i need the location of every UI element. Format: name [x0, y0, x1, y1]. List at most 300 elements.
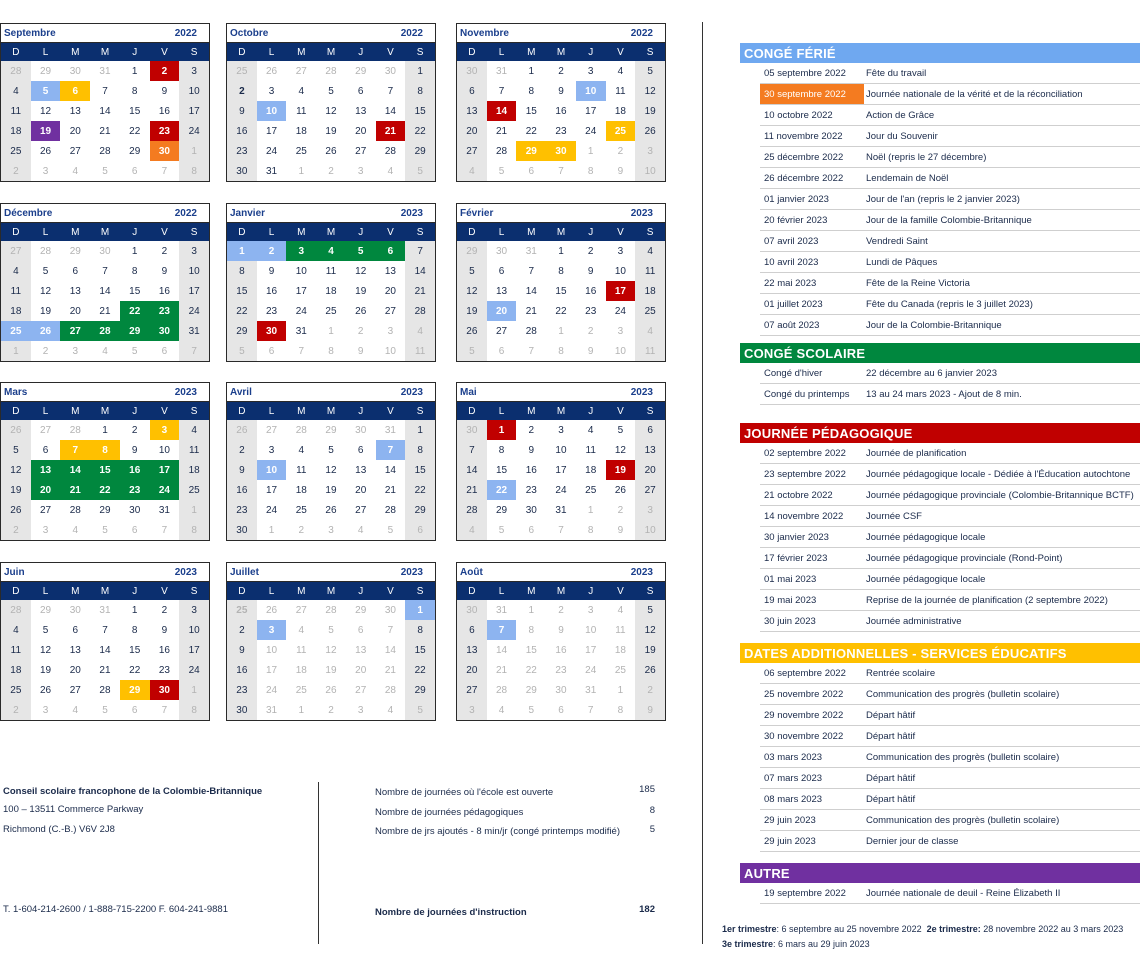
day-cell: 20 [487, 301, 517, 321]
day-cell: 29 [69, 245, 81, 257]
day-cell: 17 [585, 644, 597, 656]
weekday-label: J [588, 585, 594, 597]
month-calendar-juin [0, 562, 210, 721]
legend-date: 30 juin 2023 [764, 615, 816, 627]
day-cell: 24 [266, 684, 278, 696]
day-cell: 22 [405, 121, 435, 141]
weekday-label: L [498, 405, 505, 417]
legend-date: 22 mai 2023 [764, 277, 817, 289]
day-cell: 18 [585, 464, 597, 476]
day-cell: 8 [617, 704, 624, 716]
day-cell: 31 [99, 604, 111, 616]
day-cell: 25 [635, 301, 665, 321]
day-cell: 16 [158, 105, 170, 117]
legend-row [760, 705, 1140, 726]
org-phone: T. 1-604-214-2600 / 1-888-715-2200 F. 604-241-9881 [3, 904, 228, 915]
weekday-label: J [588, 46, 594, 58]
legend-row [760, 506, 1140, 527]
day-cell: 26 [325, 684, 337, 696]
weekday-header [227, 402, 435, 420]
weekday-label: M [556, 46, 566, 58]
day-cell: 26 [325, 145, 337, 157]
day-cell: 28 [295, 424, 307, 436]
day-cell: 2 [257, 241, 287, 261]
day-cell: 1 [179, 141, 209, 161]
day-cell: 4 [298, 624, 305, 636]
day-cell: 27 [355, 684, 367, 696]
day-cell: 4 [298, 85, 305, 97]
day-cell: 25 [614, 664, 626, 676]
day-cell: 7 [528, 345, 535, 357]
legend-date: 01 juillet 2023 [764, 298, 823, 310]
day-cell: 6 [498, 345, 505, 357]
weekday-label: D [468, 585, 476, 597]
legend-description: Journée pédagogique provinciale (Colombie-Britannique BCTF) [866, 489, 1134, 501]
day-cell: 4 [72, 704, 79, 716]
day-cell: 1 [587, 504, 594, 516]
day-cell: 11 [1, 101, 31, 121]
day-cell: 8 [90, 440, 120, 460]
day-cell: 19 [635, 640, 665, 660]
day-cell: 9 [161, 265, 168, 277]
day-cell: 26 [635, 660, 665, 680]
day-cell: 28 [384, 145, 396, 157]
day-cell: 6 [72, 265, 79, 277]
day-cell: 30 [384, 65, 396, 77]
day-cell: 16 [585, 285, 597, 297]
day-cell: 23 [227, 680, 257, 700]
day-cell: 7 [161, 524, 168, 536]
weekday-label: M [100, 405, 110, 417]
day-cell: 8 [528, 85, 535, 97]
day-cell: 8 [405, 81, 435, 101]
day-cell: 24 [179, 660, 209, 680]
day-cell: 4 [587, 424, 594, 436]
day-cell: 4 [316, 241, 346, 261]
day-cell: 12 [325, 105, 337, 117]
day-cell: 19 [40, 305, 52, 317]
day-cell: 25 [1, 680, 31, 700]
day-cell: 21 [99, 305, 111, 317]
legend-row [760, 126, 1140, 147]
day-cell: 28 [325, 604, 337, 616]
weekday-label: D [12, 226, 20, 238]
day-cell: 19 [325, 484, 337, 496]
weekday-label: J [358, 46, 364, 58]
day-cell: 16 [525, 464, 537, 476]
day-cell: 8 [498, 444, 505, 456]
day-cell: 13 [384, 265, 396, 277]
month-calendar-janvier [226, 203, 436, 362]
legend-row [760, 548, 1140, 569]
day-cell: 30 [227, 161, 257, 181]
day-cell: 11 [325, 265, 337, 277]
day-cell: 15 [405, 640, 435, 660]
day-cell: 9 [161, 85, 168, 97]
day-cell: 22 [555, 305, 567, 317]
day-cell: 2 [1, 520, 31, 540]
day-cell: 7 [405, 241, 435, 261]
month-year: 2023 [174, 386, 197, 398]
day-grid [457, 420, 665, 540]
weekday-label: S [416, 46, 424, 58]
day-cell: 24 [295, 305, 307, 317]
day-cell: 4 [1, 81, 31, 101]
weekday-header [227, 43, 435, 61]
legend-section [740, 43, 1140, 336]
legend-description: Vendredi Saint [866, 235, 928, 247]
day-cell: 15 [129, 105, 141, 117]
org-name: Conseil scolaire francophone de la Colombie-Britannique [3, 786, 263, 797]
day-cell: 8 [131, 624, 138, 636]
day-cell: 3 [150, 420, 180, 440]
day-cell: 30 [457, 600, 487, 620]
day-cell: 29 [516, 141, 546, 161]
day-cell: 7 [179, 341, 209, 361]
legend-date: 30 janvier 2023 [764, 531, 829, 543]
day-cell: 3 [387, 325, 394, 337]
day-cell: 4 [387, 165, 394, 177]
day-cell: 6 [457, 81, 487, 101]
day-cell: 4 [1, 620, 31, 640]
section-title: AUTRE [740, 863, 1140, 883]
day-grid [227, 600, 435, 720]
stat-open-label: Nombre de journées où l'école est ouverte [375, 787, 554, 798]
day-cell: 21 [384, 664, 396, 676]
day-cell: 21 [496, 664, 508, 676]
legend-date: 17 février 2023 [764, 552, 828, 564]
legend-row [760, 726, 1140, 747]
day-cell: 22 [525, 125, 537, 137]
day-cell: 30 [384, 604, 396, 616]
day-cell: 31 [266, 165, 278, 177]
day-cell: 27 [355, 504, 367, 516]
day-cell: 25 [295, 145, 307, 157]
legend-description: Rentrée scolaire [866, 667, 936, 679]
day-cell: 25 [227, 61, 257, 81]
day-cell: 19 [40, 664, 52, 676]
legend-description: Jour du Souvenir [866, 130, 938, 142]
day-cell: 4 [1, 261, 31, 281]
day-cell: 6 [357, 85, 364, 97]
term2-label: 2e trimestre: [926, 924, 981, 934]
legend-description: Fête de la Reine Victoria [866, 277, 970, 289]
day-cell: 1 [298, 165, 305, 177]
legend-date: 19 septembre 2022 [764, 887, 846, 899]
day-cell: 2 [298, 524, 305, 536]
day-cell: 17 [179, 281, 209, 301]
legend-date: 07 avril 2023 [764, 235, 819, 247]
day-cell: 31 [158, 504, 170, 516]
day-cell: 2 [328, 165, 334, 177]
day-cell: 2 [587, 245, 594, 257]
month-header [1, 383, 209, 402]
day-cell: 20 [69, 664, 81, 676]
stat-open-value: 185 [639, 784, 655, 795]
day-cell: 25 [606, 121, 636, 141]
day-cell: 12 [635, 81, 665, 101]
month-header [227, 24, 435, 43]
legend-row [760, 611, 1140, 632]
legend-row [760, 252, 1140, 273]
day-cell: 7 [387, 85, 394, 97]
day-cell: 8 [558, 265, 564, 277]
day-cell: 6 [528, 524, 535, 536]
legend-description: Lendemain de Noël [866, 172, 949, 184]
day-cell: 1 [528, 604, 535, 616]
day-cell: 6 [635, 420, 665, 440]
day-cell: 9 [617, 524, 624, 536]
month-year: 2022 [174, 27, 197, 39]
legend-row [760, 663, 1140, 684]
day-cell: 12 [457, 281, 487, 301]
day-cell: 1 [487, 420, 517, 440]
day-cell: 3 [617, 325, 624, 337]
day-cell: 17 [606, 281, 636, 301]
day-cell: 16 [266, 285, 278, 297]
legend-description: Journée CSF [866, 510, 922, 522]
day-cell: 5 [328, 444, 334, 456]
weekday-label: D [238, 46, 246, 58]
day-cell: 2 [328, 704, 334, 716]
day-cell: 29 [496, 504, 508, 516]
day-cell: 14 [496, 644, 508, 656]
stat-added-label: Nombre de jrs ajoutés - 8 min/jr (congé printemps modifié) [375, 826, 620, 837]
day-cell: 11 [635, 261, 665, 281]
day-cell: 5 [528, 704, 535, 716]
day-cell: 16 [227, 480, 257, 500]
day-cell: 21 [384, 484, 396, 496]
day-cell: 30 [99, 245, 111, 257]
day-cell: 3 [268, 85, 275, 97]
day-cell: 6 [357, 444, 364, 456]
day-cell: 17 [555, 464, 567, 476]
month-name: Août [460, 566, 483, 578]
legend-date: 25 décembre 2022 [764, 151, 844, 163]
term3-text: : 6 mars au 29 juin 2023 [773, 939, 870, 949]
day-cell: 5 [31, 81, 61, 101]
day-cell: 7 [102, 85, 108, 97]
weekday-label: L [498, 226, 505, 238]
day-cell: 18 [1, 660, 31, 680]
legend-row [760, 443, 1140, 464]
legend-description: Communication des progrès (bulletin scolaire) [866, 688, 1060, 700]
day-cell: 5 [102, 524, 108, 536]
day-grid [227, 61, 435, 181]
day-cell: 25 [1, 141, 31, 161]
day-cell: 19 [325, 125, 337, 137]
weekday-header [457, 223, 665, 241]
day-cell: 16 [555, 105, 567, 117]
weekday-label: M [326, 405, 336, 417]
day-cell: 3 [357, 704, 364, 716]
day-cell: 2 [635, 680, 665, 700]
legend-date: 10 octobre 2022 [764, 109, 833, 121]
weekday-label: L [498, 585, 505, 597]
day-cell: 26 [355, 305, 367, 317]
legend-description: Journée pédagogique provinciale (Rond-Point) [866, 552, 1063, 564]
day-cell: 1 [268, 524, 275, 536]
day-cell: 4 [635, 241, 665, 261]
day-cell: 1 [1, 341, 31, 361]
day-cell: 31 [266, 704, 278, 716]
day-cell: 7 [498, 85, 505, 97]
day-cell: 7 [587, 704, 594, 716]
legend-row [760, 210, 1140, 231]
day-cell: 8 [131, 265, 138, 277]
day-cell: 28 [99, 684, 111, 696]
day-cell: 23 [555, 125, 567, 137]
weekday-label: V [161, 585, 168, 597]
day-cell: 26 [325, 504, 337, 516]
day-cell: 24 [585, 125, 597, 137]
weekday-label: M [71, 46, 80, 58]
day-cell: 5 [457, 261, 487, 281]
month-year: 2022 [630, 27, 653, 39]
legend-date: 07 mars 2023 [764, 772, 823, 784]
legend-date: Congé d'hiver [764, 367, 823, 379]
day-cell: 20 [355, 484, 367, 496]
day-cell: 20 [69, 125, 81, 137]
weekday-label: S [416, 226, 424, 238]
day-cell: 12 [325, 464, 337, 476]
day-cell: 3 [179, 600, 209, 620]
day-cell: 24 [150, 480, 180, 500]
day-cell: 5 [131, 345, 138, 357]
month-year: 2023 [400, 207, 423, 219]
weekday-label: M [297, 46, 306, 58]
day-cell: 31 [585, 684, 597, 696]
day-cell: 20 [355, 664, 367, 676]
day-cell: 23 [227, 141, 257, 161]
weekday-label: S [190, 226, 198, 238]
day-cell: 31 [555, 504, 567, 516]
day-cell: 18 [179, 460, 209, 480]
legend-date: 19 mai 2023 [764, 594, 817, 606]
day-cell: 29 [405, 141, 435, 161]
day-cell: 28 [525, 325, 537, 337]
stat-added-value: 5 [649, 824, 655, 835]
stat-instruction-value: 182 [639, 904, 655, 915]
day-cell: 7 [60, 440, 90, 460]
day-cell: 11 [179, 440, 209, 460]
month-name: Juin [4, 566, 25, 578]
legend-row [760, 315, 1140, 336]
weekday-label: L [498, 46, 505, 58]
weekday-label: M [527, 405, 536, 417]
legend-row [760, 168, 1140, 189]
legend-description: Communication des progrès (bulletin scolaire) [866, 751, 1060, 763]
day-cell: 15 [405, 460, 435, 480]
day-cell: 13 [69, 644, 81, 656]
day-cell: 1 [328, 325, 334, 337]
day-cell: 2 [558, 604, 564, 616]
weekday-header [227, 223, 435, 241]
day-cell: 24 [266, 145, 278, 157]
day-cell: 29 [40, 604, 52, 616]
legend-description: Journée nationale de deuil - Reine Élizabeth II [866, 887, 1061, 899]
day-cell: 3 [558, 424, 564, 436]
day-cell: 13 [69, 285, 81, 297]
day-cell: 5 [227, 341, 257, 361]
day-cell: 20 [384, 285, 396, 297]
weekday-label: V [161, 405, 168, 417]
day-cell: 1 [405, 600, 435, 620]
day-cell: 26 [635, 121, 665, 141]
legend-date: 29 novembre 2022 [764, 709, 844, 721]
day-cell: 17 [295, 285, 307, 297]
day-cell: 21 [99, 125, 111, 137]
legend-date: 23 septembre 2022 [764, 468, 846, 480]
day-cell: 14 [99, 285, 111, 297]
day-cell: 27 [69, 684, 81, 696]
month-name: Mars [4, 386, 28, 398]
day-cell: 14 [99, 644, 111, 656]
day-cell: 2 [1, 700, 31, 720]
weekday-label: D [468, 226, 476, 238]
legend-row [760, 527, 1140, 548]
day-cell: 15 [555, 285, 567, 297]
day-cell: 1 [558, 245, 564, 257]
day-cell: 4 [617, 604, 624, 616]
weekday-header [1, 582, 209, 600]
day-cell: 29 [227, 321, 257, 341]
legend-row [760, 590, 1140, 611]
day-cell: 31 [179, 321, 209, 341]
day-cell: 27 [1, 241, 31, 261]
day-cell: 2 [357, 325, 364, 337]
weekday-label: M [527, 226, 536, 238]
day-cell: 30 [257, 321, 287, 341]
day-cell: 13 [496, 285, 508, 297]
day-cell: 10 [585, 624, 597, 636]
day-cell: 1 [405, 61, 435, 81]
day-cell: 7 [161, 165, 168, 177]
day-cell: 7 [558, 524, 564, 536]
legend-date: 01 janvier 2023 [764, 193, 829, 205]
day-cell: 23 [585, 305, 597, 317]
legend-description: Journée nationale de la vérité et de la réconciliation [866, 88, 1083, 100]
weekday-label: J [588, 226, 594, 238]
day-cell: 1 [298, 704, 305, 716]
day-cell: 15 [525, 105, 537, 117]
day-cell: 4 [457, 520, 487, 540]
day-cell: 9 [558, 85, 564, 97]
day-cell: 7 [102, 624, 108, 636]
day-cell: 7 [161, 704, 168, 716]
weekday-label: L [268, 585, 275, 597]
day-cell: 9 [635, 700, 665, 720]
legend-date: 30 novembre 2022 [764, 730, 844, 742]
day-cell: 9 [528, 444, 535, 456]
day-cell: 9 [131, 444, 138, 456]
legend-row [760, 684, 1140, 705]
day-cell: 4 [72, 165, 79, 177]
weekday-header [1, 43, 209, 61]
month-name: Février [460, 207, 494, 219]
day-cell: 19 [1, 480, 31, 500]
weekday-label: V [387, 405, 394, 417]
day-cell: 8 [179, 700, 209, 720]
legend-date: 29 juin 2023 [764, 835, 816, 847]
stat-ped-label: Nombre de journées pédagogiques [375, 807, 524, 818]
weekday-label: S [190, 405, 198, 417]
month-year: 2022 [400, 27, 423, 39]
day-cell: 18 [614, 105, 626, 117]
day-grid [1, 61, 209, 181]
day-cell: 23 [266, 305, 278, 317]
day-cell: 2 [558, 65, 564, 77]
